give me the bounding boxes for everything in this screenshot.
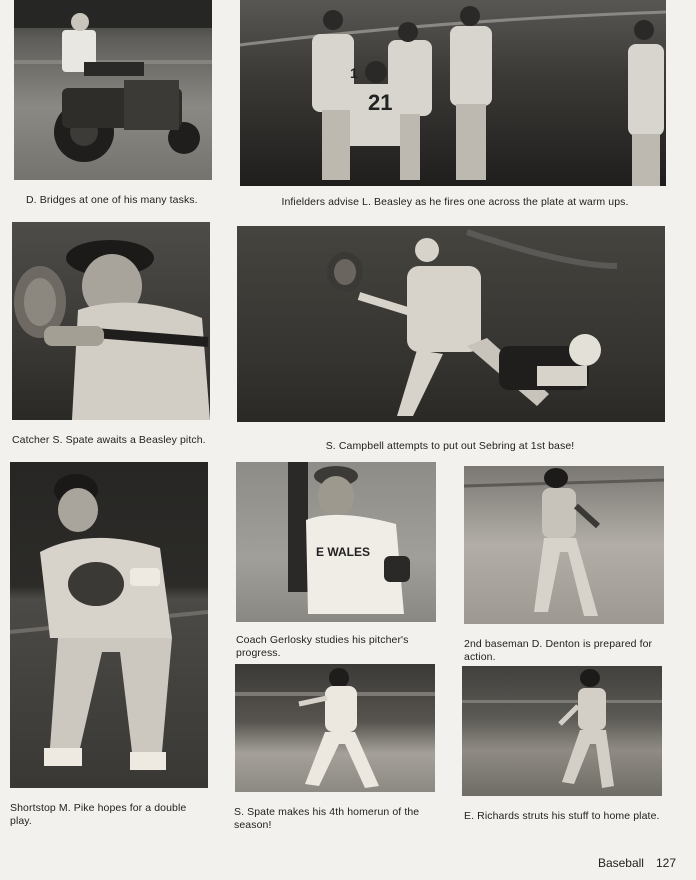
page-number: 127 bbox=[655, 856, 676, 870]
photo-spate-homerun bbox=[235, 664, 435, 792]
coach-jersey-text: E WALES bbox=[316, 545, 371, 559]
caption-spate-homerun: S. Spate makes his 4th homerun of the season! bbox=[234, 806, 420, 831]
jersey-number-1: 1 bbox=[350, 65, 358, 81]
caption-campbell: S. Campbell attempts to put out Sebring at 1st base! bbox=[325, 440, 575, 452]
photo-catcher-spate bbox=[12, 222, 210, 420]
photo-coach-gerlosky bbox=[236, 462, 436, 622]
caption-denton: 2nd baseman D. Denton is prepared for action. bbox=[464, 638, 653, 663]
photo-bridges-tractor bbox=[14, 0, 212, 180]
page-footer bbox=[598, 856, 676, 870]
caption-pike: Shortstop M. Pike hopes for a double play. bbox=[10, 802, 187, 827]
photo-pike-shortstop bbox=[10, 462, 208, 788]
caption-infielders: Infielders advise L. Beasley as he fires one across the plate at warm ups. bbox=[281, 196, 629, 208]
section-title: Baseball bbox=[597, 856, 644, 870]
caption-richards: E. Richards struts his stuff to home plate. bbox=[464, 810, 660, 822]
jersey-number-21: 21 bbox=[368, 90, 393, 115]
photo-campbell-first-base bbox=[237, 226, 665, 422]
photo-infielders-mound bbox=[240, 0, 666, 186]
caption-gerlosky: Coach Gerlosky studies his pitcher's progress. bbox=[236, 634, 409, 659]
caption-spate-catcher: Catcher S. Spate awaits a Beasley pitch. bbox=[12, 434, 206, 446]
photo-denton-second-base bbox=[464, 466, 664, 624]
photo-richards-home-plate bbox=[462, 666, 662, 796]
caption-bridges: D. Bridges at one of his many tasks. bbox=[26, 194, 198, 206]
